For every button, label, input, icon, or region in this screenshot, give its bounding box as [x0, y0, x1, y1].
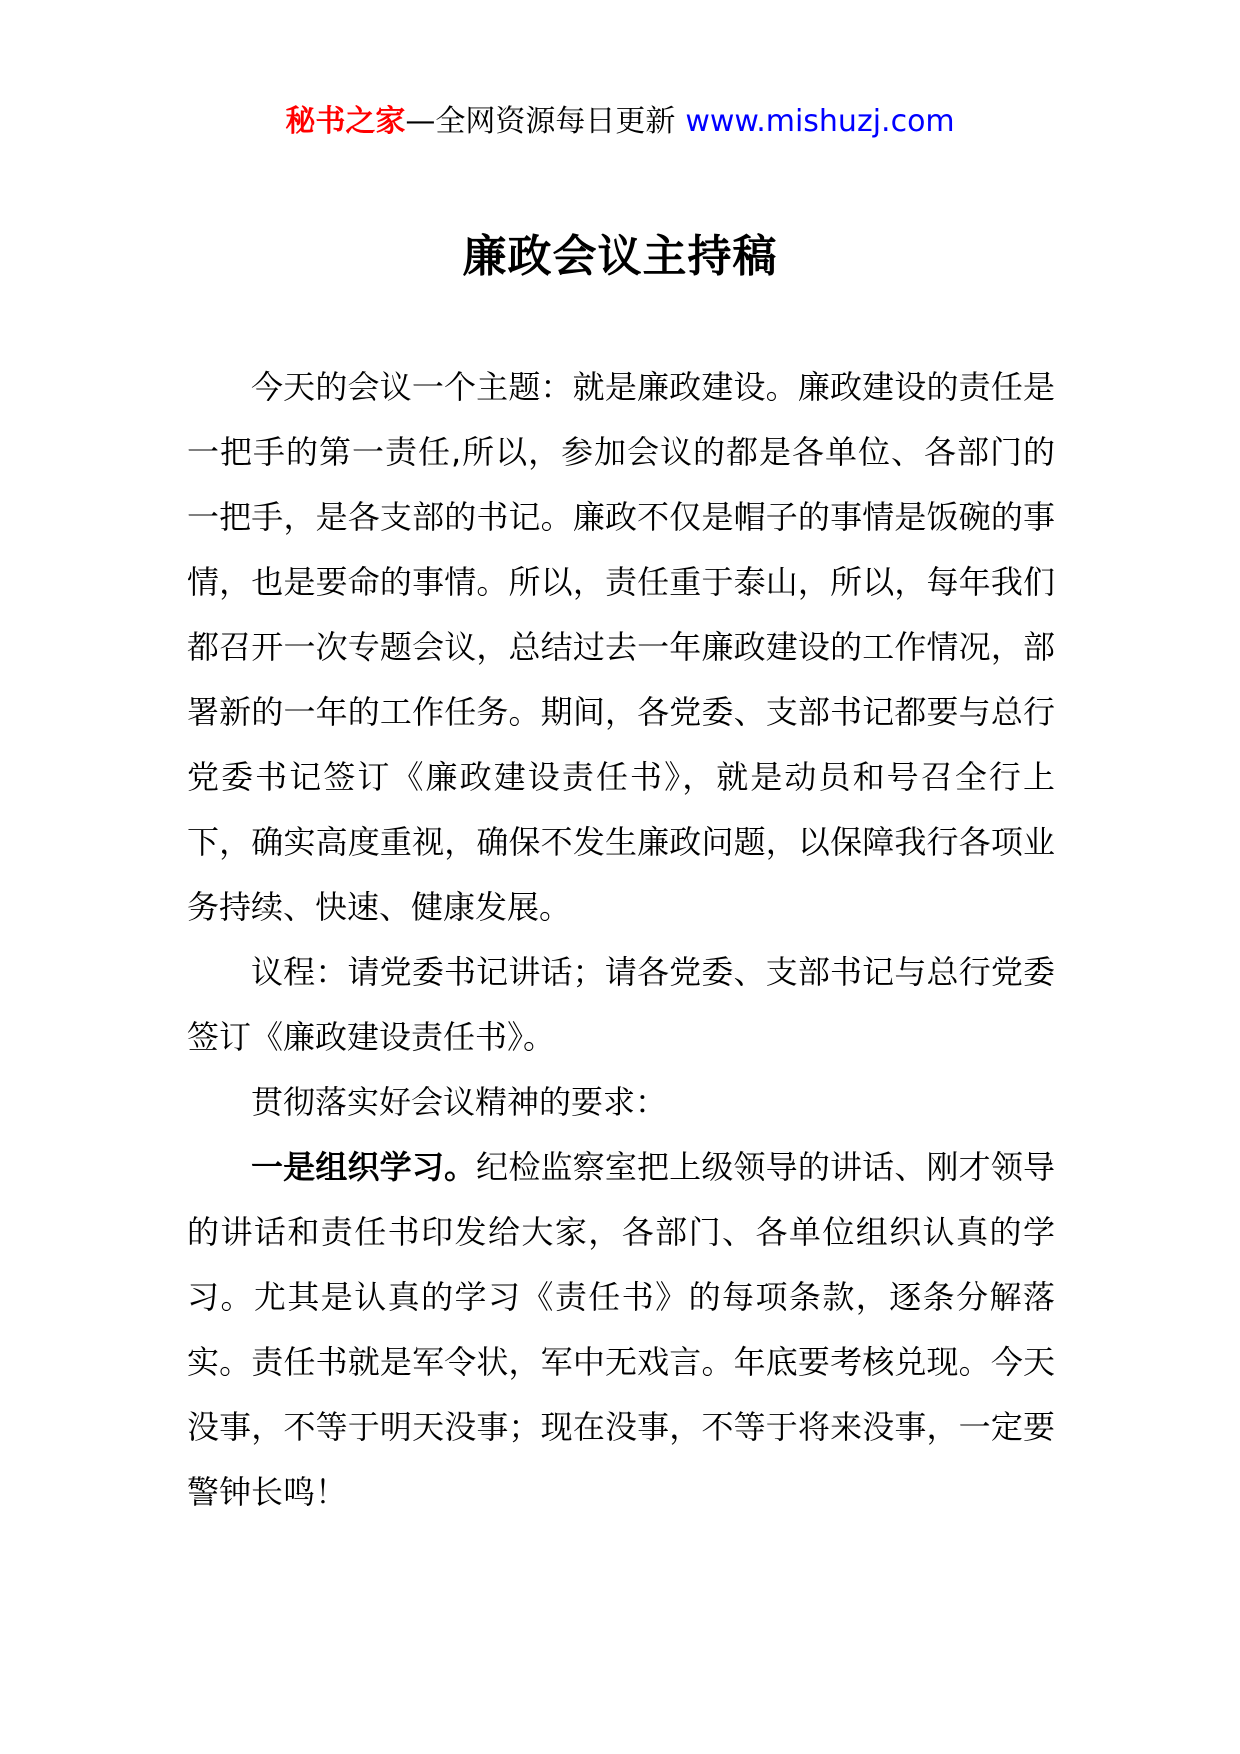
header-tagline: —全网资源每日更新: [405, 104, 676, 139]
paragraph-item-1: [187, 1135, 1055, 1525]
item-1-text: 纪检监察室把上级领导的讲话、刚才领导的讲话和责任书印发给大家，各部门、各单位组织认真的学习。尤其是认真的学习《责任书》的每项条款，逐条分解落实。责任书就是军令状，军中无戏言。年底要考核兑现。今天没事，不等于明天没事；现在没事，不等于将来没事，一定要警钟长鸣！: [187, 1148, 1055, 1511]
document-title: 廉政会议主持稿: [462, 231, 778, 282]
item-1-lead: 一是组织学习。: [251, 1148, 477, 1186]
page-header: [0, 100, 1240, 144]
paragraph-intro: 今天的会议一个主题：就是廉政建设。廉政建设的责任是一把手的第一责任,所以，参加会议的都是各单位、各部门的一把手，是各支部的书记。廉政不仅是帽子的事情是饭碗的事情，也是要命的事情。所以，责任重于泰山，所以，每年我们都召开一次专题会议，总结过去一年廉政建设的工作情况，部署新的一年的工作任务。期间，各党委、支部书记都要与总行党委书记签订《廉政建设责任书》，就是动员和号召全行上下，确实高度重视，确保不发生廉政问题，以保障我行各项业务持续、快速、健康发展。: [187, 368, 1055, 926]
document-body: [187, 355, 1055, 1525]
header-brand: 秘书之家: [285, 104, 406, 139]
paragraph-agenda: 议程：请党委书记讲话；请各党委、支部书记与总行党委签订《廉政建设责任书》。: [187, 953, 1055, 1056]
header-url-link[interactable]: www.mishuzj.com: [685, 104, 955, 139]
paragraph-requirements: 贯彻落实好会议精神的要求：: [251, 1083, 668, 1121]
